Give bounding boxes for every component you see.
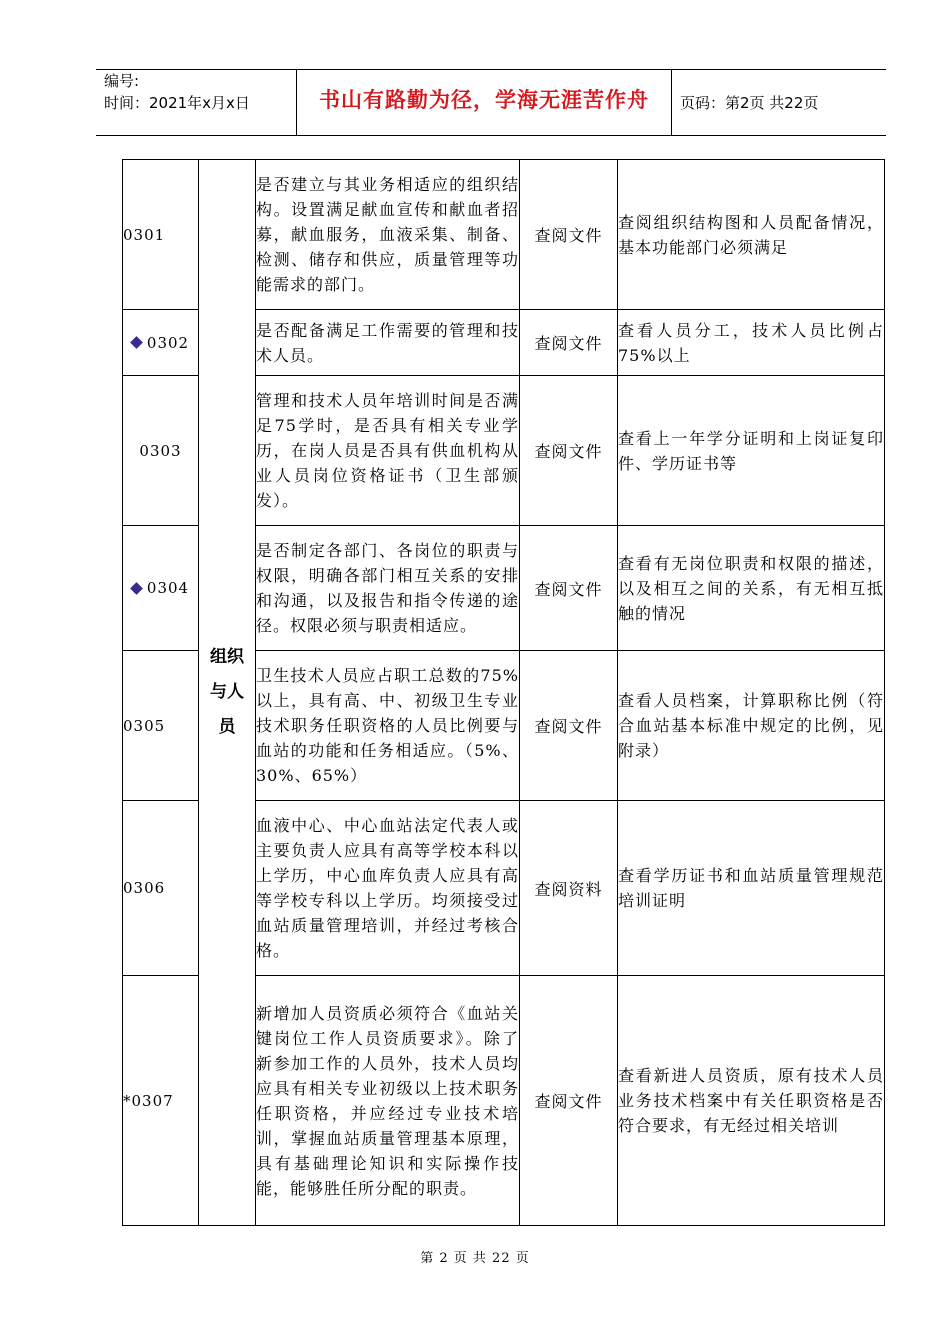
requirement-text: 新增加人员资质必须符合《血站关键岗位工作人员资质要求》。除了新参加工作的人员外，技术人员均应具有相关专业初级以上技术职务任职资格，并应经过专业技术培训，掌握血站质量管理基本原理，具有基础理论知识和实际操作技能，能够胜任所分配的职责。 [256, 976, 520, 1226]
inspection-method: 查阅文件 [520, 160, 618, 310]
check-criteria: 查看人员档案，计算职称比例（符合血站基本标准中规定的比例，见附录） [618, 651, 885, 801]
table-row [123, 160, 885, 310]
check-criteria: 查看人员分工，技术人员比例占75%以上 [618, 310, 885, 376]
inspection-table [122, 159, 885, 1226]
key-item-diamond-icon [130, 582, 143, 595]
inspection-method: 查阅文件 [520, 310, 618, 376]
requirement-text: 卫生技术人员应占职工总数的75%以上，具有高、中、初级卫生专业技术职务任职资格的人员比例要与血站的功能和任务相适应。（5%、30%、65%） [256, 651, 520, 801]
inspection-method: 查阅资料 [520, 801, 618, 976]
item-code: 0302 [123, 310, 199, 376]
key-item-diamond-icon [130, 336, 143, 349]
check-criteria: 查看学历证书和血站质量管理规范培训证明 [618, 801, 885, 976]
page-footer: 第 2 页 共 22 页 [420, 1251, 530, 1266]
check-criteria: 查看上一年学分证明和上岗证复印件、学历证书等 [618, 376, 885, 526]
requirement-text: 是否建立与其业务相适应的组织结构。设置满足献血宣传和献血者招募，献血服务，血液采集、制备、检测、储存和供应，质量管理等功能需求的部门。 [256, 160, 520, 310]
requirement-text: 是否制定各部门、各岗位的职责与权限，明确各部门相互关系的安排和沟通，以及报告和指令传递的途径。权限必须与职责相适应。 [256, 526, 520, 651]
requirement-text: 血液中心、中心血站法定代表人或主要负责人应具有高等学校本科以上学历，中心血库负责人应具有高等学校专科以上学历。均须接受过血站质量管理培训，并经过考核合格。 [256, 801, 520, 976]
category-cell [199, 160, 256, 1226]
check-criteria: 查阅组织结构图和人员配备情况，基本功能部门必须满足 [618, 160, 885, 310]
requirement-text: 管理和技术人员年培训时间是否满足75学时，是否具有相关专业学历，在岗人员是否具有供血机构从业人员岗位资格证书（卫生部颁发）。 [256, 376, 520, 526]
header-motto: 书山有路勤为径，学海无涯苦作舟 [319, 88, 649, 112]
header-page-info: 页码：第2页 共22页 [680, 94, 819, 112]
item-code: 0303 [123, 376, 199, 526]
inspection-method: 查阅文件 [520, 526, 618, 651]
header-meta [104, 70, 294, 114]
category-label: 组织与人员 [210, 647, 244, 737]
inspection-method: 查阅文件 [520, 976, 618, 1226]
inspection-method: 查阅文件 [520, 651, 618, 801]
header-divider [671, 69, 672, 135]
serial-label: 编号: [104, 72, 140, 90]
item-code: 0304 [123, 526, 199, 651]
header-bottom-rule [96, 135, 886, 136]
requirement-text: 是否配备满足工作需要的管理和技术人员。 [256, 310, 520, 376]
header-divider [296, 69, 297, 135]
item-code: 0305 [123, 651, 199, 801]
check-criteria: 查看新进人员资质，原有技术人员业务技术档案中有关任职资格是否符合要求，有无经过相关培训 [618, 976, 885, 1226]
time-label: 时间：2021年x月x日 [104, 94, 250, 112]
item-code: 0306 [123, 801, 199, 976]
check-criteria: 查看有无岗位职责和权限的描述，以及相互之间的关系，有无相互抵触的情况 [618, 526, 885, 651]
item-code: *0307 [123, 976, 199, 1226]
item-code: 0301 [123, 160, 199, 310]
inspection-method: 查阅文件 [520, 376, 618, 526]
